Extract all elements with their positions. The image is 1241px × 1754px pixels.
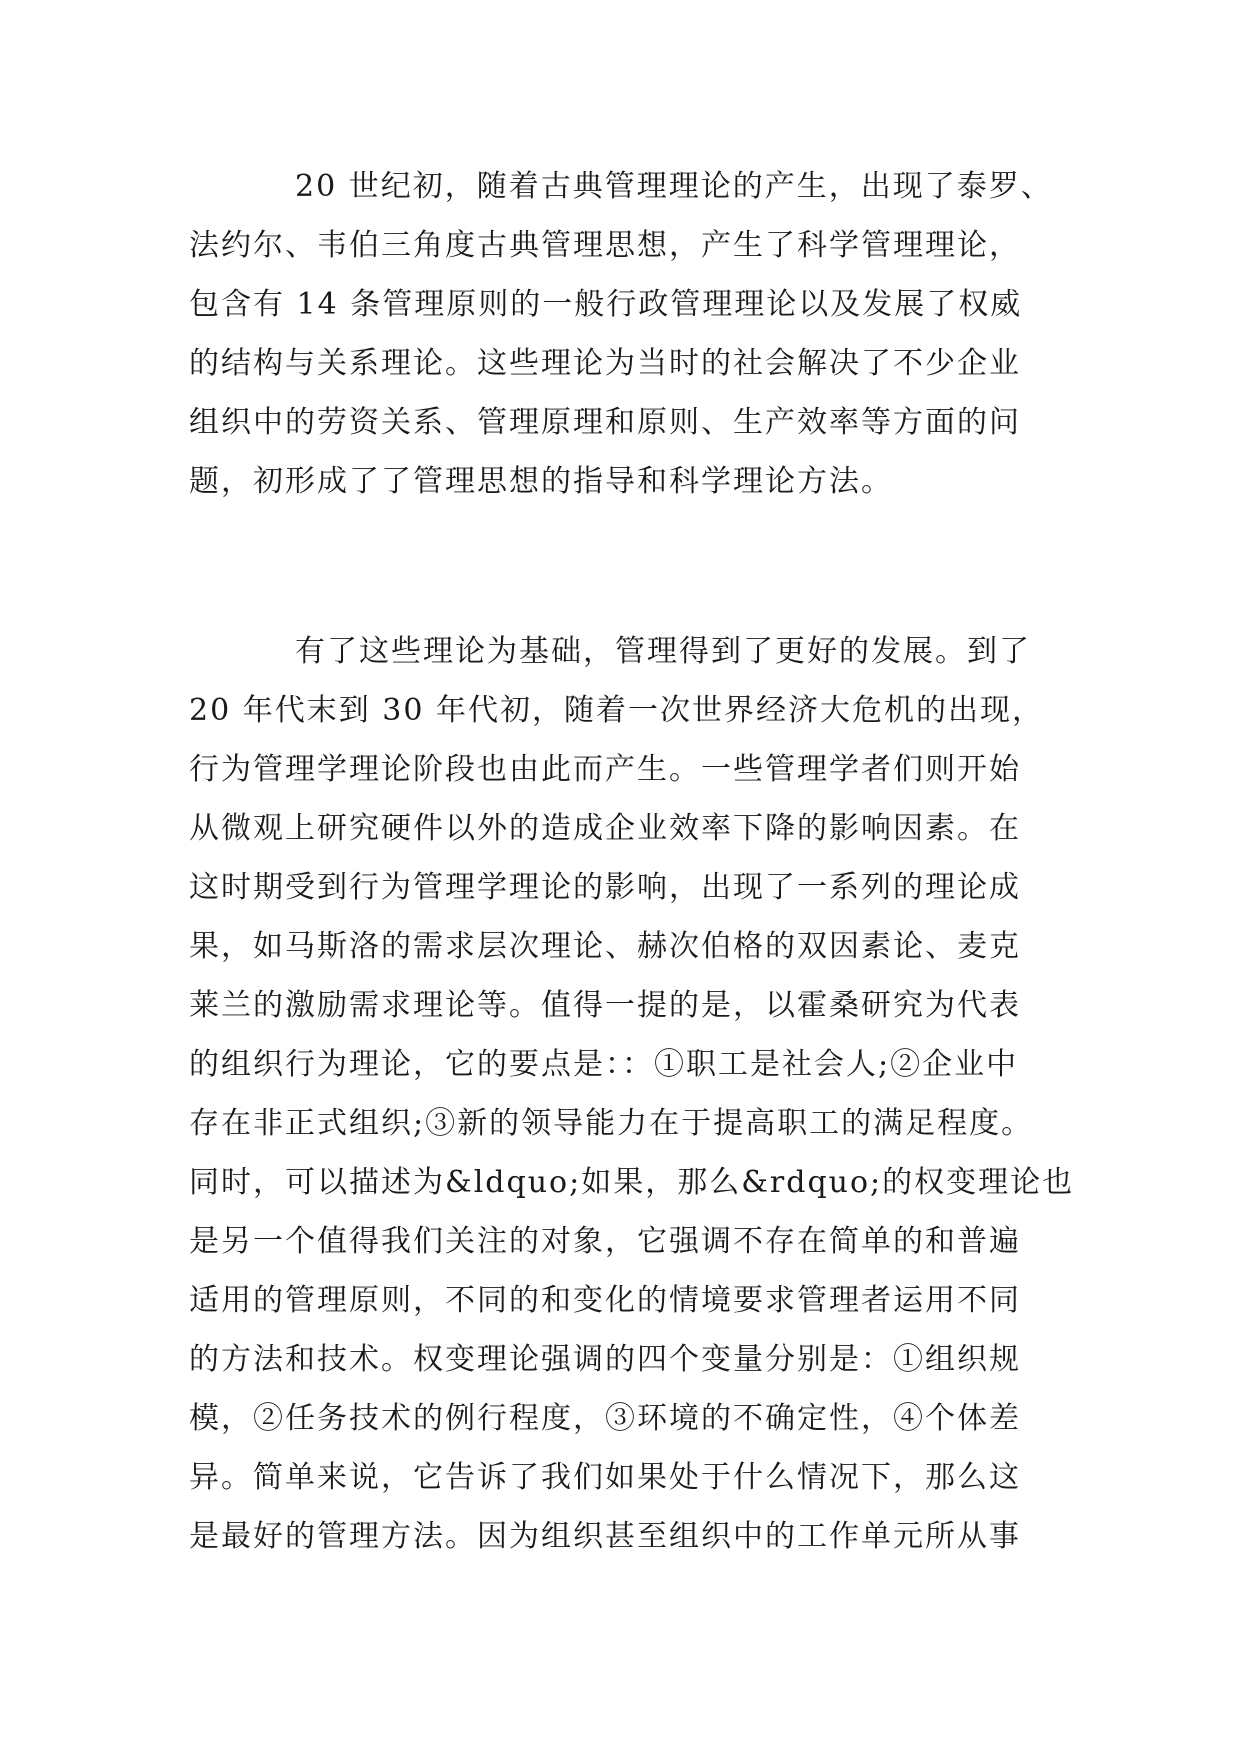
text-line: 这时期受到行为管理学理论的影响，出现了一系列的理论成 — [189, 870, 1021, 905]
paragraph-classical-management — [189, 157, 1069, 511]
text-line: 从微观上研究硬件以外的造成企业效率下降的影响因素。在 — [189, 811, 1021, 846]
text-line: 法约尔、韦伯三角度古典管理思想，产生了科学管理理论， — [189, 228, 1021, 263]
text-line: 题，初形成了了管理思想的指导和科学理论方法。 — [189, 464, 893, 499]
text-line: 是最好的管理方法。因为组织甚至组织中的工作单元所从事 — [189, 1519, 1021, 1554]
text-line: 果，如马斯洛的需求层次理论、赫次伯格的双因素论、麦克 — [189, 929, 1021, 964]
text-line: 的组织行为理论，它的要点是：：①职工是社会人;②企业中 — [189, 1047, 1019, 1082]
text-line: 行为管理学理论阶段也由此而产生。一些管理学者们则开始 — [189, 752, 1021, 787]
paragraph-behavioral-management — [189, 622, 1075, 1566]
text-line: 20 世纪初，随着古典管理理论的产生，出现了泰罗、 — [295, 169, 1053, 204]
text-line: 的方法和技术。权变理论强调的四个变量分别是：①组织规 — [189, 1342, 1021, 1377]
text-line: 适用的管理原则，不同的和变化的情境要求管理者运用不同 — [189, 1283, 1021, 1318]
text-line: 组织中的劳资关系、管理原理和原则、生产效率等方面的问 — [189, 405, 1021, 440]
text-line: 有了这些理论为基础，管理得到了更好的发展。到了 — [295, 634, 1031, 669]
text-line: 同时，可以描述为&ldquo;如果，那么&rdquo;的权变理论也 — [189, 1165, 1075, 1200]
text-line: 的结构与关系理论。这些理论为当时的社会解决了不少企业 — [189, 346, 1021, 381]
text-line: 包含有 14 条管理原则的一般行政管理理论以及发展了权威 — [189, 287, 1023, 322]
text-line: 模，②任务技术的例行程度，③环境的不确定性，④个体差 — [189, 1401, 1021, 1436]
text-line: 莱兰的激励需求理论等。值得一提的是，以霍桑研究为代表 — [189, 988, 1021, 1023]
text-line: 存在非正式组织;③新的领导能力在于提高职工的满足程度。 — [189, 1106, 1034, 1141]
text-line: 20 年代末到 30 年代初，随着一次世界经济大危机的出现， — [189, 693, 1044, 728]
text-line: 异。简单来说，它告诉了我们如果处于什么情况下，那么这 — [189, 1460, 1021, 1495]
text-line: 是另一个值得我们关注的对象，它强调不存在简单的和普遍 — [189, 1224, 1021, 1259]
